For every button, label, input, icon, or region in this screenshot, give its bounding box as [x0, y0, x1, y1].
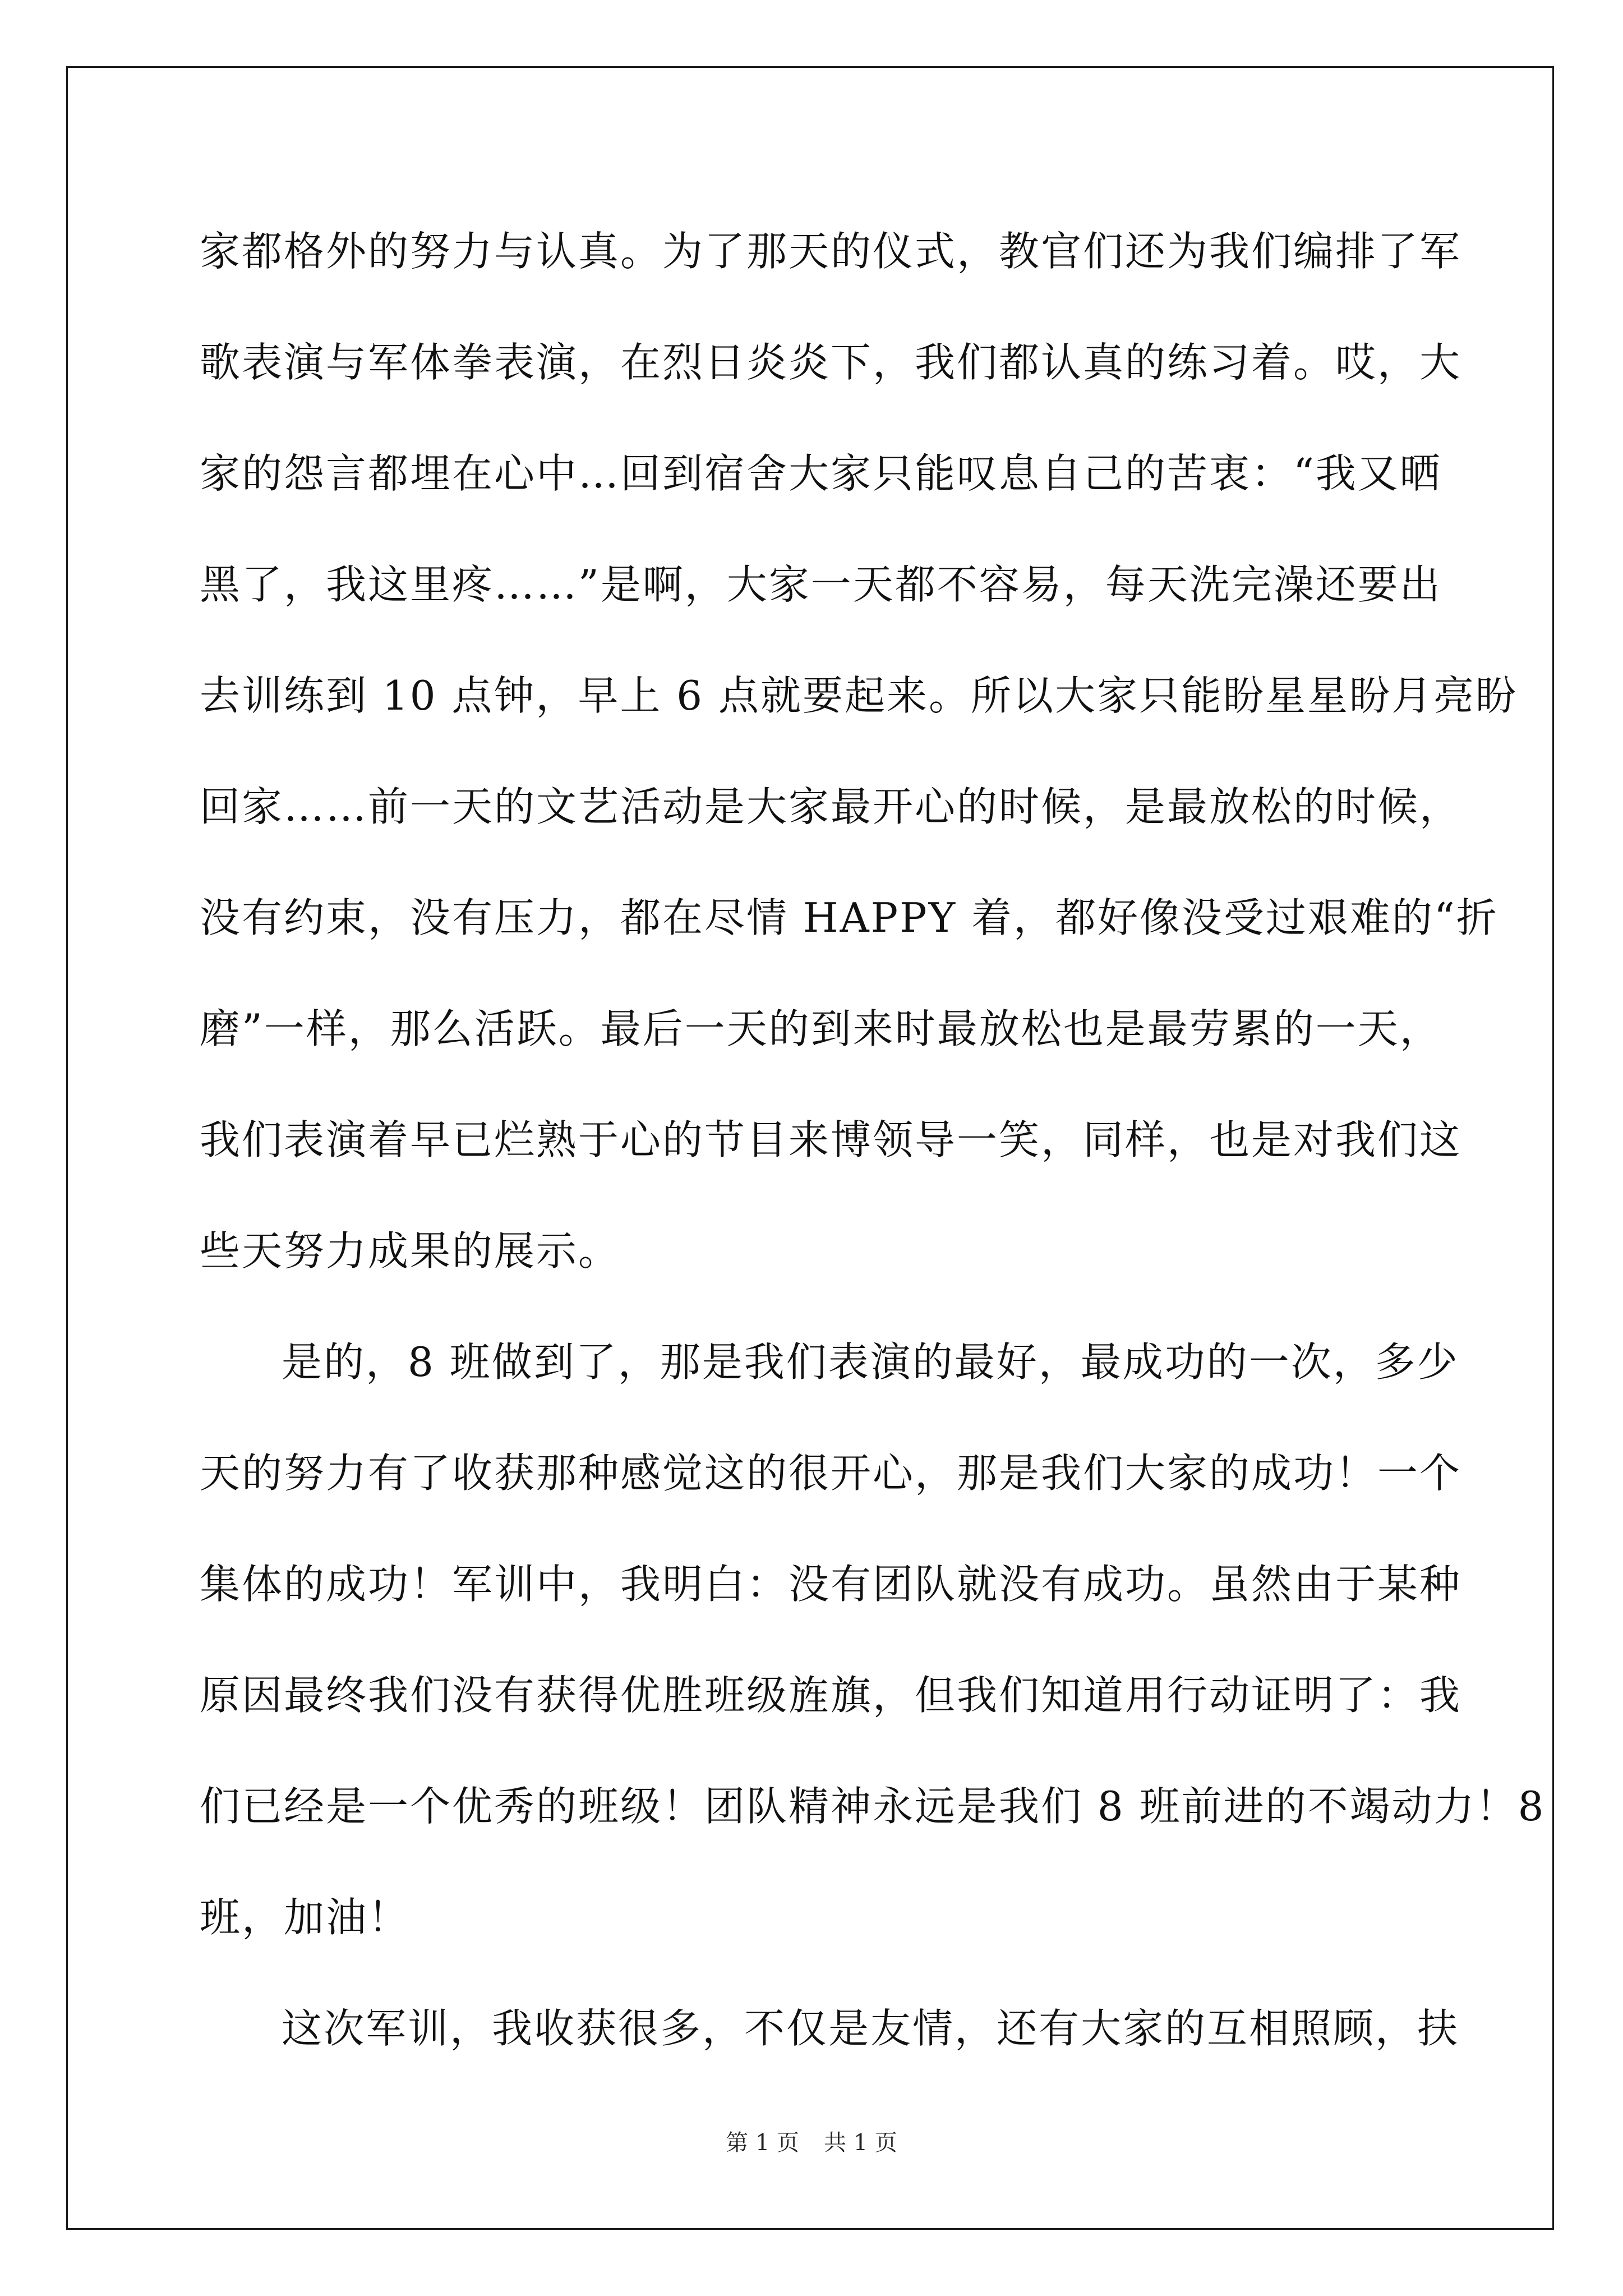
text-line: 原因最终我们没有获得优胜班级旌旗，但我们知道用行动证明了：我 [200, 1672, 1462, 1719]
paragraph-2 [200, 1328, 1546, 1995]
text-line: 歌表演与军体拳表演，在烈日炎炎下，我们都认真的练习着。哎，大 [200, 339, 1462, 386]
text-line: 磨”一样，那么活跃。最后一天的到来时最放松也是最劳累的一天， [200, 1005, 1442, 1052]
text-line: 家都格外的努力与认真。为了那天的仪式，教官们还为我们编排了军 [200, 228, 1462, 275]
text-line-indented: 这次军训，我收获很多，不仅是友情，还有大家的互相照顾，扶 [282, 2005, 1460, 2052]
page-footer [0, 2129, 1623, 2157]
text-line: 回家……前一天的文艺活动是大家最开心的时候，是最放松的时候， [200, 783, 1462, 830]
text-line: 天的努力有了收获那种感觉这的很开心，那是我们大家的成功！一个 [200, 1450, 1462, 1497]
text-line: 集体的成功！军训中，我明白：没有团队就没有成功。虽然由于某种 [200, 1561, 1462, 1608]
text-line: 们已经是一个优秀的班级！团队精神永远是我们 8 班前进的不竭动力！8 [200, 1783, 1546, 1830]
paragraph-1 [200, 218, 1518, 1328]
text-line: 我们表演着早已烂熟于心的节目来博领导一笑，同样，也是对我们这 [200, 1116, 1462, 1163]
text-line: 班，加油！ [200, 1894, 411, 1941]
paragraph-3 [200, 1995, 1460, 2106]
text-line-indented: 是的，8 班做到了，那是我们表演的最好，最成功的一次，多少 [282, 1338, 1459, 1386]
document-body [200, 218, 1546, 2106]
text-line: 黑了，我这里疼……”是啊，大家一天都不容易，每天洗完澡还要出 [200, 561, 1442, 608]
text-line: 家的怨言都埋在心中…回到宿舍大家只能叹息自己的苦衷：“我又晒 [200, 450, 1442, 497]
text-line: 没有约束，没有压力，都在尽情 HAPPY 着，都好像没受过艰难的“折 [200, 894, 1498, 941]
page-total: 共 1 页 [824, 2130, 897, 2156]
text-line: 去训练到 10 点钟，早上 6 点就要起来。所以大家只能盼星星盼月亮盼 [200, 672, 1518, 719]
text-line: 些天努力成果的展示。 [200, 1227, 621, 1274]
page-number: 第 1 页 [726, 2130, 799, 2156]
